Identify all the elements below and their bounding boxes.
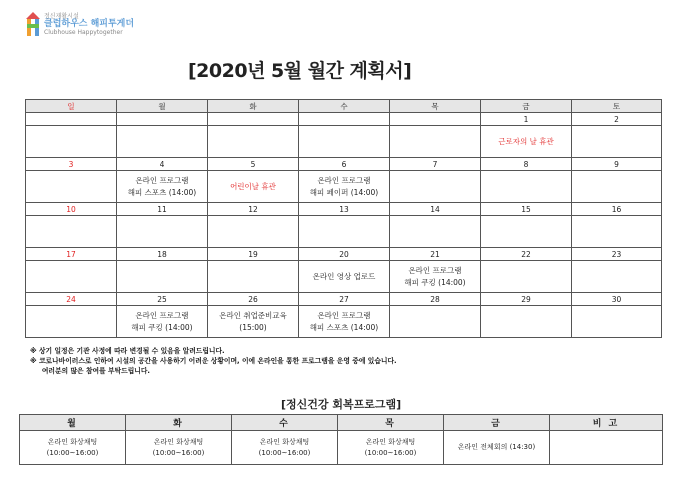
- event-cell-fri: [481, 306, 572, 338]
- date-number-mon: 18: [117, 248, 208, 261]
- date-number-wed: 13: [299, 203, 390, 216]
- event-cell-mon: 온라인 프로그램 해피 쿠킹 (14:00): [117, 306, 208, 338]
- event-cell-wed: 온라인 프로그램 해피 페이퍼 (14:00): [299, 171, 390, 203]
- event-cell-sat: [572, 261, 662, 293]
- event-cell-mon: 온라인 프로그램 해피 스포츠 (14:00): [117, 171, 208, 203]
- date-number-sun: 17: [26, 248, 117, 261]
- event-cell-tue: 온라인 취업준비교육 (15:00): [208, 306, 299, 338]
- date-number-fri: 1: [481, 113, 572, 126]
- date-number-thu: 28: [390, 293, 481, 306]
- event-cell-sun: [26, 261, 117, 293]
- event-cell-sun: [26, 216, 117, 248]
- program-header-tue: 화: [126, 415, 232, 431]
- event-cell-sat: [572, 216, 662, 248]
- event-cell-tue: [208, 126, 299, 158]
- date-number-mon: [117, 113, 208, 126]
- page-title: [2020년 5월 월간 계획서]: [188, 60, 412, 82]
- date-number-row: [26, 158, 662, 171]
- date-number-fri: 29: [481, 293, 572, 306]
- date-number-row: [26, 293, 662, 306]
- weekday-mon: 월: [117, 100, 208, 113]
- date-number-wed: 27: [299, 293, 390, 306]
- date-number-thu: 21: [390, 248, 481, 261]
- date-number-mon: 4: [117, 158, 208, 171]
- date-number-sun: 10: [26, 203, 117, 216]
- date-number-thu: [390, 113, 481, 126]
- date-number-fri: 8: [481, 158, 572, 171]
- date-number-sat: 2: [572, 113, 662, 126]
- date-number-mon: 25: [117, 293, 208, 306]
- note-line: 여러분의 많은 참여를 부탁드립니다.: [30, 367, 150, 375]
- date-number-sat: 23: [572, 248, 662, 261]
- program-table: [19, 414, 663, 465]
- event-cell-sat: [572, 126, 662, 158]
- program-header-note: 비 고: [550, 415, 663, 431]
- event-cell-sun: [26, 306, 117, 338]
- date-number-sun: 3: [26, 158, 117, 171]
- date-number-thu: 7: [390, 158, 481, 171]
- event-row: [26, 171, 662, 203]
- date-number-tue: 19: [208, 248, 299, 261]
- event-cell-sun: [26, 171, 117, 203]
- event-cell-wed: 온라인 프로그램 해피 스포츠 (14:00): [299, 306, 390, 338]
- date-number-sat: 30: [572, 293, 662, 306]
- house-logo-icon: [26, 12, 40, 38]
- logo-small-text: 정신재활시설: [44, 12, 79, 20]
- program-row: [20, 431, 663, 465]
- event-cell-tue: [208, 216, 299, 248]
- date-number-fri: 22: [481, 248, 572, 261]
- event-cell-tue: [208, 261, 299, 293]
- event-row: [26, 261, 662, 293]
- date-number-sat: 16: [572, 203, 662, 216]
- note-line: ※ 코로나바이러스로 인하여 시설의 공간을 사용하기 어려운 상황이며, 이에 온라인을 통한 프로그램을 운영 중에 있습니다.: [30, 357, 397, 365]
- program-cell: [550, 431, 663, 465]
- logo-main-text: 클럽하우스 해피투게더: [44, 19, 135, 30]
- date-number-sun: 24: [26, 293, 117, 306]
- date-number-sat: 9: [572, 158, 662, 171]
- date-number-tue: 12: [208, 203, 299, 216]
- date-number-row: [26, 113, 662, 126]
- event-cell-sat: [572, 171, 662, 203]
- program-header-wed: 수: [232, 415, 338, 431]
- event-cell-thu: 온라인 프로그램 해피 쿠킹 (14:00): [390, 261, 481, 293]
- event-cell-wed: [299, 216, 390, 248]
- event-cell-thu: [390, 126, 481, 158]
- event-row: [26, 306, 662, 338]
- event-cell-fri: [481, 216, 572, 248]
- weekday-thu: 목: [390, 100, 481, 113]
- event-cell-sat: [572, 306, 662, 338]
- event-row: [26, 126, 662, 158]
- event-cell-tue: 어린이날 휴관: [208, 171, 299, 203]
- event-cell-thu: [390, 171, 481, 203]
- weekday-tue: 화: [208, 100, 299, 113]
- note-line: ※ 상기 일정은 기관 사정에 따라 변경될 수 있음을 알려드립니다.: [30, 347, 225, 355]
- logo-sub-text: Clubhouse Happytogether: [44, 28, 123, 36]
- date-number-fri: 15: [481, 203, 572, 216]
- event-cell-fri: [481, 171, 572, 203]
- event-cell-wed: [299, 126, 390, 158]
- event-cell-sun: [26, 126, 117, 158]
- date-number-tue: [208, 113, 299, 126]
- program-header-fri: 금: [444, 415, 550, 431]
- program-header-mon: 월: [20, 415, 126, 431]
- program-header-row: [20, 415, 663, 431]
- date-number-wed: 6: [299, 158, 390, 171]
- monthly-calendar: [25, 99, 662, 338]
- date-number-wed: 20: [299, 248, 390, 261]
- date-number-row: [26, 248, 662, 261]
- date-number-wed: [299, 113, 390, 126]
- program-cell: 온라인 화상채팅 (10:00~16:00): [20, 431, 126, 465]
- weekday-fri: 금: [481, 100, 572, 113]
- event-cell-mon: [117, 216, 208, 248]
- event-cell-wed: 온라인 영상 업로드: [299, 261, 390, 293]
- event-cell-thu: [390, 216, 481, 248]
- program-cell: 온라인 전체회의 (14:30): [444, 431, 550, 465]
- date-number-sun: [26, 113, 117, 126]
- date-number-thu: 14: [390, 203, 481, 216]
- date-number-tue: 26: [208, 293, 299, 306]
- date-number-tue: 5: [208, 158, 299, 171]
- event-cell-fri: 근로자의 날 휴관: [481, 126, 572, 158]
- event-cell-thu: [390, 306, 481, 338]
- program-cell: 온라인 화상채팅 (10:00~16:00): [338, 431, 444, 465]
- event-cell-mon: [117, 261, 208, 293]
- weekday-header-row: [26, 100, 662, 113]
- program-cell: 온라인 화상채팅 (10:00~16:00): [232, 431, 338, 465]
- program-title: [정신건강 회복프로그램]: [281, 398, 402, 411]
- date-number-mon: 11: [117, 203, 208, 216]
- program-cell: 온라인 화상채팅 (10:00~16:00): [126, 431, 232, 465]
- event-row: [26, 216, 662, 248]
- weekday-sat: 토: [572, 100, 662, 113]
- event-cell-fri: [481, 261, 572, 293]
- notes: [30, 346, 397, 376]
- clubhouse-logo: [26, 10, 134, 40]
- weekday-sun: 일: [26, 100, 117, 113]
- date-number-row: [26, 203, 662, 216]
- program-header-thu: 목: [338, 415, 444, 431]
- weekday-wed: 수: [299, 100, 390, 113]
- event-cell-mon: [117, 126, 208, 158]
